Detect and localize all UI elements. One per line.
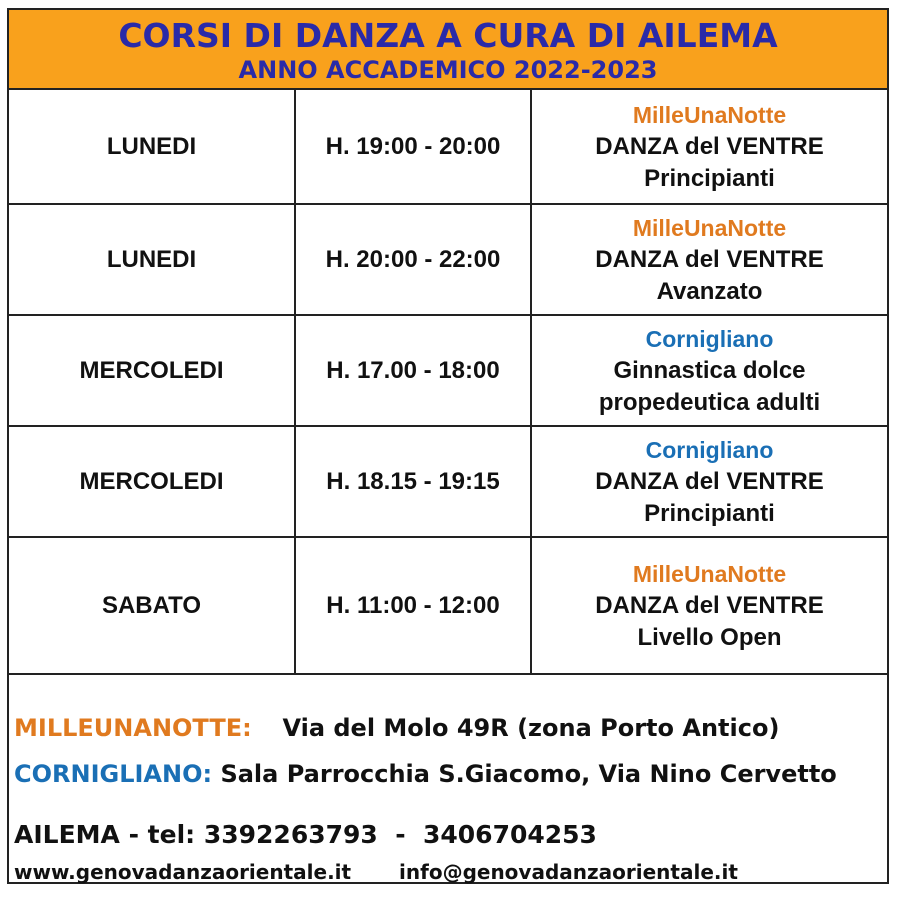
web-line	[14, 860, 738, 884]
time-cell: H. 11:00 - 12:00	[296, 538, 532, 673]
course-name: DANZA del VENTRE	[595, 245, 824, 273]
table-row	[9, 205, 887, 316]
day-cell: LUNEDI	[9, 205, 296, 314]
venue2-address: Sala Parrocchia S.Giacomo, Via Nino Cervetto	[220, 760, 837, 788]
time-cell: H. 19:00 - 20:00	[296, 90, 532, 203]
course-level: Principianti	[644, 499, 775, 527]
venue1-label: MILLEUNANOTTE:	[14, 714, 252, 742]
table-row	[9, 90, 887, 205]
course-level: Livello Open	[637, 623, 782, 651]
day-cell: MERCOLEDI	[9, 316, 296, 425]
day-cell: LUNEDI	[9, 90, 296, 203]
time-cell: H. 17.00 - 18:00	[296, 316, 532, 425]
location-label: MilleUnaNotte	[632, 214, 787, 241]
course-cell	[532, 316, 887, 425]
time-cell: H. 18.15 - 19:15	[296, 427, 532, 536]
course-level: Principianti	[644, 164, 775, 192]
course-name: DANZA del VENTRE	[595, 132, 824, 160]
day-cell: MERCOLEDI	[9, 427, 296, 536]
course-cell	[532, 90, 887, 203]
course-name: Ginnastica dolce	[613, 356, 806, 384]
schedule-poster	[7, 8, 889, 884]
contact-line: AILEMA - tel: 3392263793 - 3406704253	[14, 820, 597, 849]
course-name: DANZA del VENTRE	[595, 467, 824, 495]
email-link[interactable]: info@genovadanzaorientale.it	[399, 860, 738, 884]
website-link[interactable]: www.genovadanzaorientale.it	[14, 860, 352, 884]
course-cell	[532, 538, 887, 673]
venue2-line	[14, 760, 837, 788]
table-row	[9, 316, 887, 427]
course-level: propedeutica adulti	[598, 388, 821, 416]
course-level: Avanzato	[656, 277, 763, 305]
venue1-address: Via del Molo 49R (zona Porto Antico)	[282, 714, 780, 742]
header-banner	[9, 10, 887, 90]
day-cell: SABATO	[9, 538, 296, 673]
location-label: MilleUnaNotte	[632, 101, 787, 128]
page-title: CORSI DI DANZA A CURA DI AILEMA	[118, 16, 778, 55]
course-name: DANZA del VENTRE	[595, 591, 824, 619]
location-label: Cornigliano	[645, 325, 774, 352]
course-cell	[532, 427, 887, 536]
course-cell	[532, 205, 887, 314]
time-cell: H. 20:00 - 22:00	[296, 205, 532, 314]
venue1-line	[14, 714, 779, 742]
page-subtitle: ANNO ACCADEMICO 2022-2023	[238, 56, 658, 84]
location-label: Cornigliano	[645, 436, 774, 463]
table-row	[9, 427, 887, 538]
table-row	[9, 538, 887, 675]
location-label: MilleUnaNotte	[632, 560, 787, 587]
venue2-label: CORNIGLIANO:	[14, 760, 213, 788]
